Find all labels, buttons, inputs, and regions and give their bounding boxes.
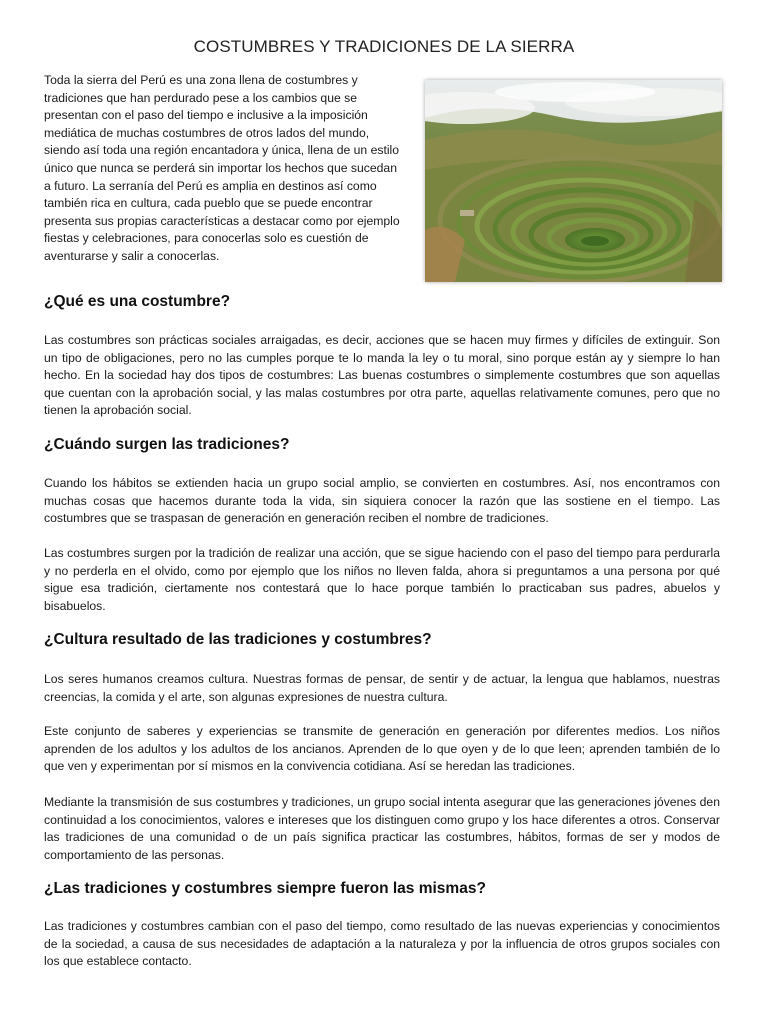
intro-paragraph: Toda la sierra del Perú es una zona llena de costumbres y tradiciones que han perdurado pese a los cambios que se presentan con el paso del tiempo e inclusive a la imposición mediática de muchas costumbres de otros lados del mundo, siendo así toda una región encantadora y única, llena de un estilo único que nunca se perderá sin importar los hechos que sucedan a futuro. La serranía del Perú es amplia en destinos así como también rica en cultura, cada pueblo que se puede encontrar presenta sus propias características a destacar como por ejemplo fiestas y celebraciones, para conocerlas solo es cuestión de aventurarse y salir a conocerlas. <box>44 73 400 263</box>
section-paragraph: Este conjunto de saberes y experiencias se transmite de generación en generación por diferentes medios. Los niños aprenden de los adultos y los adultos de los ancianos. Aprenden de lo que oyen y de lo que leen; aprenden también de lo que ven y experimentan por sí mismos en la convivencia cotidiana. Así se heredan las tradiciones. <box>44 724 720 773</box>
section-paragraph: Las costumbres surgen por la tradición de realizar una acción, que se sigue haciendo con el paso del tiempo para perdurarla y no perderla en el olvido, como por ejemplo que los niños no lleven falda, ahora si preguntamos a una persona por qué sigue esa tradición, ciertamente nos contestará que lo hace porque también lo practicaban sus padres, abuelos y bisabuelos. <box>44 546 720 613</box>
terraces-photo <box>425 80 722 282</box>
section-heading: ¿Las tradiciones y costumbres siempre fueron las mismas? <box>44 880 486 897</box>
section-paragraph: Cuando los hábitos se extienden hacia un grupo social amplio, se convierten en costumbres. Así, nos encontramos con muchas cosas que hacemos durante toda la vida, sin siquiera conocer la razón que las sostiene en el tiempo. Las costumbres que se traspasan de generación en generación reciben el nombre de tradiciones. <box>44 476 720 525</box>
section-paragraph: Mediante la transmisión de sus costumbres y tradiciones, un grupo social intenta asegurar que las generaciones jóvenes den continuidad a los conocimientos, valores e intereses que los distinguen como grupo y los hace diferentes a otros. Conservar las tradiciones de una comunidad o de un país significa practicar las costumbres, hábitos, formas de ser y modos de comportamiento de las personas. <box>44 795 720 862</box>
section-heading: ¿Cuándo surgen las tradiciones? <box>44 436 290 453</box>
section-heading: ¿Qué es una costumbre? <box>44 293 231 310</box>
page-title: COSTUMBRES Y TRADICIONES DE LA SIERRA <box>193 37 575 56</box>
section-paragraph: Los seres humanos creamos cultura. Nuestras formas de pensar, de sentir y de actuar, la lengua que hablamos, nuestras creencias, la comida y el arte, son algunas expresiones de nuestra cultura. <box>44 672 720 704</box>
section-paragraph: Las costumbres son prácticas sociales arraigadas, es decir, acciones que se hacen muy firmes y difíciles de extinguir. Son un tipo de obligaciones, pero no las cumples porque te lo manda la ley o tu moral, sino porque están ay y siempre lo han hecho. En la sociedad hay dos tipos de costumbres: Las buenas costumbres o simplemente costumbres que son aquellas que cuentan con la aprobación social, y las malas costumbres por otra parte, aquellas relativamente comunes, pero que no tienen la aprobación social. <box>44 333 720 417</box>
section-paragraph: Las tradiciones y costumbres cambian con el paso del tiempo, como resultado de las nuevas experiencias y conocimientos de la sociedad, a causa de sus necesidades de adaptación a la naturaleza y por la influencia de otros grupos sociales con los que establece contacto. <box>44 919 720 968</box>
andean-terraces-image <box>425 80 722 282</box>
section-heading: ¿Cultura resultado de las tradiciones y costumbres? <box>44 631 432 648</box>
